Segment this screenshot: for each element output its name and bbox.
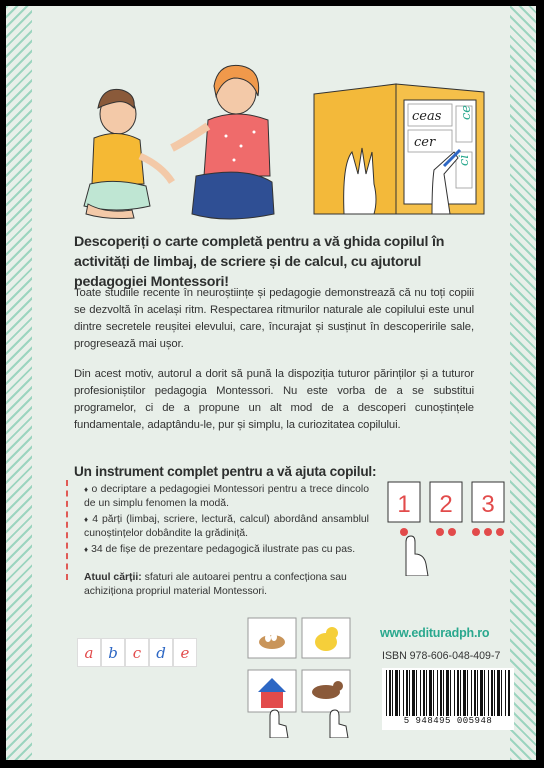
isbn: ISBN 978-606-048-409-7 <box>382 650 501 662</box>
bullet-item: ♦ 4 părți (limbaj, scriere, lectură, calcul) abordând ansamblul cunoștințelor dobândite la grădiniță. <box>84 514 369 539</box>
bullet-marker: ♦ <box>84 515 90 525</box>
paragraph-2: Din acest motiv, autorul a dorit să pună la dispoziția tuturor părinților și a tuturor profesioniștilor pedagogia Montessori. Nu este vorba de a se substitui programelor, ci de a propune un alt mod de a descoperi cunoștințele fundamentale, adaptându-le, pur și simplu, la curiozitatea copilului. <box>74 368 474 431</box>
number-cards-illustration <box>384 476 514 576</box>
letter-card-a: a <box>78 639 100 666</box>
number-card-2: 2 <box>439 491 453 518</box>
barcode <box>382 668 514 730</box>
bullet-item: ♦ o decriptare a pedagogiei Montessori pentru a trece dincolo de un simplu fenomen la modă. <box>84 484 369 509</box>
child-and-mother-illustration <box>76 56 286 226</box>
number-card-1: 1 <box>397 491 411 518</box>
paragraph-1: Toate studiile recente în neuroștiințe și pedagogie demonstrează că nu toți copiii se dezvoltă în același ritm. Respectarea ritmurilor naturale ale copilului este unul dintre secretele reușitei elevului, care, încurajat și susținut în descoperirile sale, progresează mai ușor. <box>74 287 474 350</box>
cards-folder-illustration <box>304 74 504 224</box>
atuul-label: Atuul cărții: <box>84 572 142 583</box>
picture-cards-illustration <box>242 612 362 738</box>
bullet-item: ♦ 34 de fișe de prezentare pedagogică ilustrate pas cu pas. <box>84 544 356 556</box>
feature-bullets <box>84 483 369 560</box>
number-card-3: 3 <box>481 491 495 518</box>
left-stripe-border <box>6 6 32 760</box>
word-card-ceas: ceas <box>412 109 442 124</box>
letter-cards <box>78 639 196 666</box>
atuul-text: sfaturi ale autoarei pentru a confecționa sau achiziționa propriul material Montessori. <box>84 572 347 597</box>
intro-heading: Descoperiți o carte completă pentru a vă ghida copilul în activități de limbaj, de scriere și de calcul, cu ajutorul pedagogiei Montessori! <box>74 234 445 290</box>
red-dashed-line <box>66 480 76 580</box>
green-card-ci: ci <box>457 154 472 166</box>
atuul-cartii <box>84 571 364 599</box>
publisher-website[interactable]: www.edituradph.ro <box>380 626 490 640</box>
letter-card-b: b <box>102 639 124 666</box>
letter-card-e: e <box>174 639 196 666</box>
barcode-bars <box>386 670 510 716</box>
barcode-number: 5 948495 005948 <box>403 716 493 726</box>
book-back-cover <box>6 6 536 760</box>
tool-title: Un instrument complet pentru a vă ajuta copilul: <box>74 464 377 479</box>
word-card-cer: cer <box>414 135 436 150</box>
letter-card-d: d <box>150 639 172 666</box>
bullet-marker: ♦ <box>84 485 89 494</box>
letter-card-c: c <box>126 639 148 666</box>
green-card-ce: ce <box>459 105 474 120</box>
bullet-marker: ♦ <box>84 545 89 555</box>
right-stripe-border <box>510 6 536 760</box>
